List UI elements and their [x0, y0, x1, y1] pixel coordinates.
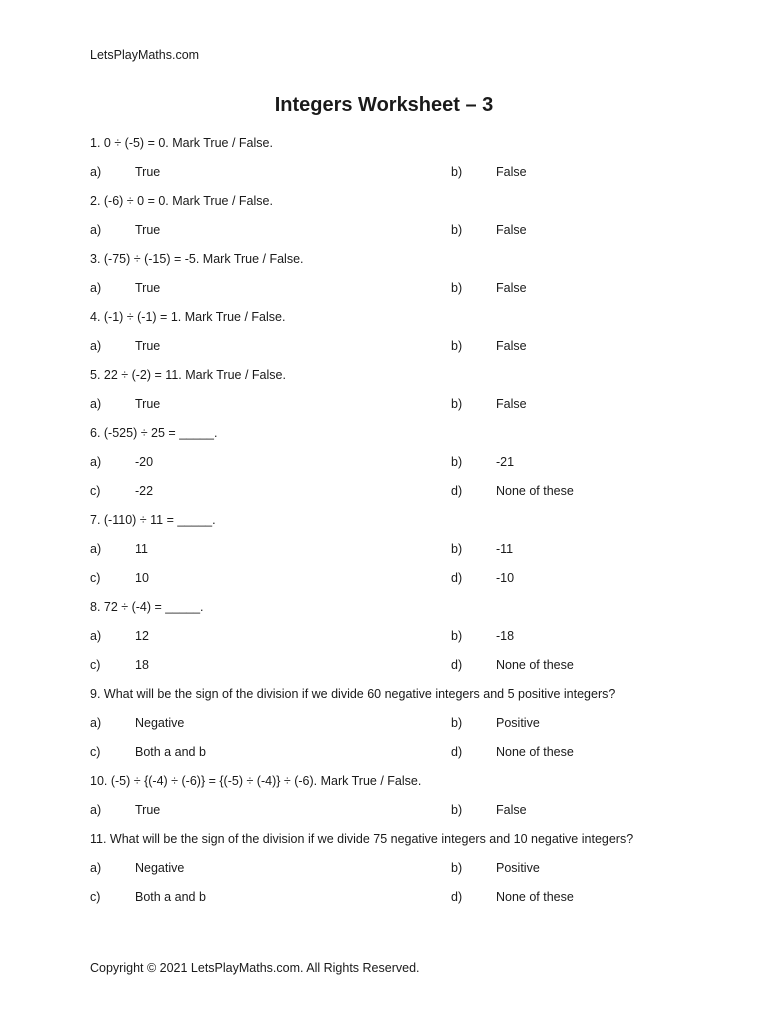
option-row [90, 801, 710, 819]
option-letter: a) [90, 542, 102, 556]
option-letter: a) [90, 629, 102, 643]
option-text: True [135, 397, 161, 411]
option-text: Negative [135, 861, 185, 875]
option-text: None of these [496, 658, 574, 672]
question-11 [90, 830, 710, 906]
option-row [90, 540, 710, 558]
option-text: True [135, 803, 161, 817]
question-10 [90, 772, 710, 819]
page-title: Integers Worksheet – 3 [274, 94, 494, 116]
option-letter: c) [90, 890, 101, 904]
option-letter: b) [451, 861, 463, 875]
option-text: -18 [496, 629, 515, 643]
option-text: Both a and b [135, 745, 206, 759]
question-text: 5. 22 ÷ (-2) = 11. Mark True / False. [90, 368, 286, 382]
option-text: 11 [135, 542, 148, 556]
option-letter: a) [90, 716, 102, 730]
question-text: 9. What will be the sign of the division if we divide 60 negative integers and 5 positive integers? [90, 687, 616, 701]
question-5 [90, 366, 710, 413]
option-letter: a) [90, 223, 102, 237]
question-text: 7. (-110) ÷ 11 = _____. [90, 513, 216, 527]
option-letter: c) [90, 658, 101, 672]
option-row [90, 569, 710, 587]
option-row [90, 656, 710, 674]
option-letter: a) [90, 165, 102, 179]
option-letter: b) [451, 281, 463, 295]
option-letter: b) [451, 455, 463, 469]
option-letter: b) [451, 223, 463, 237]
option-row [90, 482, 710, 500]
question-text: 6. (-525) ÷ 25 = _____. [90, 426, 218, 440]
option-letter: b) [451, 716, 463, 730]
option-text: False [496, 165, 527, 179]
option-text: 18 [135, 658, 149, 672]
option-letter: a) [90, 397, 102, 411]
question-text: 4. (-1) ÷ (-1) = 1. Mark True / False. [90, 310, 286, 324]
option-text: False [496, 223, 527, 237]
question-3 [90, 250, 710, 297]
option-row [90, 221, 710, 239]
option-text: Positive [496, 716, 540, 730]
option-text: True [135, 165, 161, 179]
option-text: None of these [496, 890, 574, 904]
question-4 [90, 308, 710, 355]
option-letter: a) [90, 861, 102, 875]
option-row [90, 337, 710, 355]
option-text: False [496, 803, 527, 817]
option-letter: a) [90, 339, 102, 353]
option-row [90, 627, 710, 645]
option-letter: d) [451, 658, 463, 672]
option-row [90, 279, 710, 297]
option-text: None of these [496, 484, 574, 498]
option-row [90, 714, 710, 732]
option-letter: d) [451, 745, 463, 759]
option-row [90, 395, 710, 413]
questions-list [90, 134, 710, 917]
option-letter: c) [90, 484, 101, 498]
option-letter: b) [451, 339, 463, 353]
option-row [90, 453, 710, 471]
option-letter: b) [451, 397, 463, 411]
site-header: LetsPlayMaths.com [90, 48, 200, 62]
question-text: 3. (-75) ÷ (-15) = -5. Mark True / False. [90, 252, 304, 266]
question-9 [90, 685, 710, 761]
option-text: Negative [135, 716, 185, 730]
question-text: 1. 0 ÷ (-5) = 0. Mark True / False. [90, 136, 273, 150]
option-letter: b) [451, 542, 463, 556]
option-text: -22 [135, 484, 154, 498]
option-text: 10 [135, 571, 149, 585]
option-row [90, 888, 710, 906]
question-2 [90, 192, 710, 239]
option-letter: d) [451, 484, 463, 498]
option-text: -10 [496, 571, 515, 585]
option-letter: b) [451, 165, 463, 179]
option-letter: b) [451, 803, 463, 817]
option-text: True [135, 281, 161, 295]
option-text: False [496, 281, 527, 295]
option-letter: c) [90, 745, 101, 759]
option-text: True [135, 223, 161, 237]
question-1 [90, 134, 710, 181]
option-row [90, 859, 710, 877]
question-7 [90, 511, 710, 587]
question-text: 8. 72 ÷ (-4) = _____. [90, 600, 204, 614]
option-row [90, 163, 710, 181]
option-letter: b) [451, 629, 463, 643]
option-text: True [135, 339, 161, 353]
option-letter: c) [90, 571, 101, 585]
option-letter: a) [90, 281, 102, 295]
option-text: False [496, 397, 527, 411]
question-6 [90, 424, 710, 500]
option-text: -21 [496, 455, 515, 469]
question-8 [90, 598, 710, 674]
option-text: None of these [496, 745, 574, 759]
option-letter: d) [451, 890, 463, 904]
question-text: 10. (-5) ÷ {(-4) ÷ (-6)} = {(-5) ÷ (-4)} ÷ (-6). Mark True / False. [90, 774, 422, 788]
question-text: 11. What will be the sign of the division if we divide 75 negative integers and 10 negative integers? [90, 832, 634, 846]
option-letter: a) [90, 803, 102, 817]
option-text: -20 [135, 455, 154, 469]
option-letter: a) [90, 455, 102, 469]
option-letter: d) [451, 571, 463, 585]
option-text: 12 [135, 629, 149, 643]
option-text: Positive [496, 861, 540, 875]
copyright-footer: Copyright © 2021 LetsPlayMaths.com. All Rights Reserved. [90, 961, 420, 975]
option-text: Both a and b [135, 890, 206, 904]
question-text: 2. (-6) ÷ 0 = 0. Mark True / False. [90, 194, 273, 208]
option-text: False [496, 339, 527, 353]
option-row [90, 743, 710, 761]
option-text: -11 [496, 542, 514, 556]
